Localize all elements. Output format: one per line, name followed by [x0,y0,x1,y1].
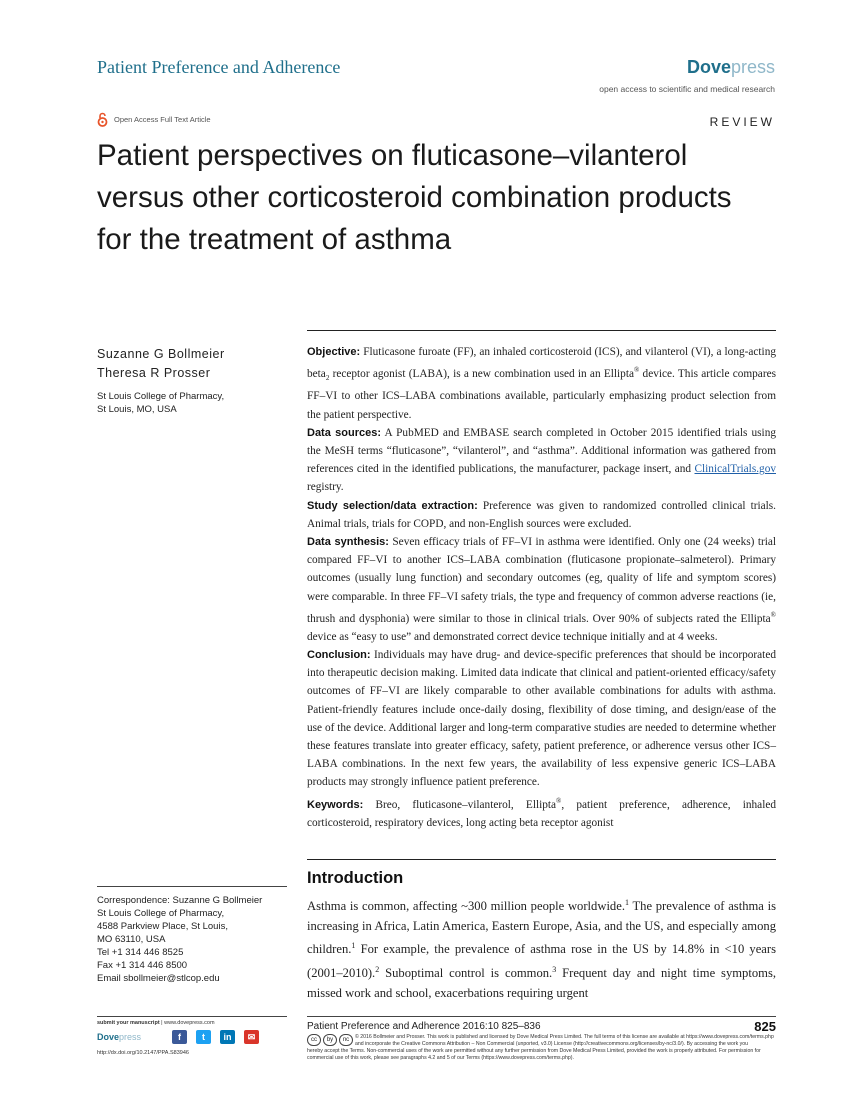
article-title [97,135,787,261]
journal-citation: Patient Preference and Adherence 2016:10 825–836 [307,1021,541,1032]
reference-marker[interactable]: 2 [375,964,380,974]
page-number: 825 [754,1019,776,1034]
section-heading-introduction: Introduction [307,869,404,887]
conclusion-label: Conclusion: [307,649,371,662]
reference-marker[interactable]: 1 [351,941,356,951]
correspondence-block [97,894,262,985]
brand-part2: press [730,57,775,77]
cc-nc-icon: nc [339,1034,353,1046]
title-line-3: for the treatment of asthma [97,223,452,256]
open-access-badge [97,112,211,127]
abstract-data-synthesis [307,533,776,646]
objective-text: Fluticasone furoate (FF), an inhaled corticosteroid (ICS), and vilanterol (VI), a long-acting beta [307,346,776,380]
social-links [172,1030,259,1044]
footer-dovepress-logo[interactable] [97,1032,141,1042]
data-sources-text: registry. [307,481,344,494]
journal-title: Patient Preference and Adherence [97,57,341,77]
reference-marker[interactable]: 3 [552,964,557,974]
registered-mark: ® [633,366,640,375]
keywords-text: , patient preference, adherence, inhaled corticosteroid, respiratory devices, long acting beta receptor agonist [307,798,776,829]
open-access-label: Open Access Full Text Article [114,115,211,124]
intro-text: The prevalence of asthma is increasing in Africa, Latin America, Eastern Europe, Asia, and the US, and especially among children. [307,899,776,957]
correspondence-line: Fax +1 314 446 8500 [97,960,188,971]
correspondence-line: 4588 Parkview Place, St Louis, [97,921,228,932]
intro-text: Asthma is common, affecting ~300 million people worldwide. [307,899,625,914]
license-text: © 2016 Bollmeier and Prosser. This work is published and licensed by Dove Medical Press Limited. The full terms of this license are available at https://www.dovepress.com/terms.php and incorporate the Creative Commons Attribution – Non Commercial (unported, v3.0) License (http://creativecommons.org/licenses/by-nc/3.0/). By accessing the work you [355,1034,774,1047]
affiliation [97,390,224,416]
abstract-keywords [307,792,776,832]
study-selection-text: Preference was given to randomized controlled clinical trials. Animal trials, trials for COPD, and non-English sources were excluded. [307,499,777,530]
brand-tagline: open access to scientific and medical research [599,84,775,94]
objective-text: device. This article compares FF–VI to other ICS–LABA combinations available, particularly emphasizing product selection from the patient perspective. [307,367,776,421]
author-list [97,345,225,383]
submit-manuscript-link[interactable] [97,1020,215,1026]
footer-rule-left [97,1016,287,1017]
facebook-icon[interactable]: f [172,1030,187,1044]
keywords-label: Keywords: [307,798,364,811]
author-name: Suzanne G Bollmeier [97,347,225,361]
introduction-paragraph [307,893,776,1003]
abstract-conclusion [307,646,776,792]
abstract-study-selection [307,497,776,533]
linkedin-icon[interactable]: in [220,1030,235,1044]
clinicaltrials-link[interactable]: ClinicalTrials.gov [694,463,776,476]
data-sources-label: Data sources: [307,426,382,439]
abstract [307,343,776,832]
email-icon[interactable]: ✉ [244,1030,259,1044]
intro-text: Frequent day and night time symptoms, missed work and school, exacerbations requiring urgent [307,966,776,1000]
brand-part2: press [119,1032,142,1042]
abstract-top-rule [307,330,776,331]
abstract-objective [307,343,776,424]
registered-mark: ® [770,610,776,619]
correspondence-line: St Louis College of Pharmacy, [97,908,225,919]
abstract-data-sources [307,424,776,497]
article-type: REVIEW [709,115,775,129]
subscript: 2 [325,374,330,383]
correspondence-rule [97,886,287,887]
correspondence-line: Correspondence: Suzanne G Bollmeier [97,895,263,906]
registered-mark: ® [556,796,562,805]
data-synthesis-text: device as “easy to use” and demonstrated correct device technique initially and at 4 weeks. [307,630,718,643]
brand-part1: Dove [97,1032,120,1042]
conclusion-text: Individuals may have drug- and device-specific preferences that should be incorporated into therapeutic decision making. Limited data indicate that clinical and patient-oriented efficacy/safety outcomes of FF–VI are likely comparable to other available combinations for adults with asthma. Patient-friendly features include once-daily dosing, flexibility of dose timing, and design/ease of the use of the device. Additional larger and long-term comparative studies are needed to determine whether these features translate into greater efficacy, safety, patient preference, or adherence versus other ICS–LABA combinations. In the next few years, the availability of less expensive generic ICS–LABA products may strongly influence patient preference. [307,649,776,789]
correspondence-email[interactable]: Email sbollmeier@stlcop.edu [97,973,220,984]
submit-label: submit your manuscript [97,1020,160,1026]
correspondence-line: Tel +1 314 446 8525 [97,947,184,958]
intro-text: For example, the prevalence of asthma rose in the US by 14.8% in <10 years (2001–2010). [307,942,776,981]
correspondence-line: MO 63110, USA [97,934,166,945]
title-line-1: Patient perspectives on fluticasone–vilanterol [97,139,688,172]
data-synthesis-text: Seven efficacy trials of FF–VI in asthma were identified. Only one (24 weeks) trial compared FF–VI to another ICS–LABA combination (fluticasone propionate–salmeterol). Primary outcomes (usually lung function) and secondary outcomes (eg, quality of life and symptom scores) were comparable. In three FF–VI safety trials, the type and frequency of common adverse reactions (ie, thrush and dysphonia) were similar to those in clinical trials. Over 90% of subjects rated the Ellipta [307,536,777,625]
creative-commons-icons[interactable] [307,1034,353,1046]
affiliation-line: St Louis College of Pharmacy, [97,391,225,402]
dovepress-logo[interactable] [687,57,775,78]
open-access-lock-icon [97,112,108,127]
keywords-text: Breo, fluticasone–vilanterol, Ellipta [375,798,557,811]
intro-text: Suboptimal control is common. [379,966,553,981]
license-text-continued: hereby accept the Terms. Non-commercial uses of the work are permitted without any further permission from Dove Medical Press Limited, provided the work is properly attributed. For permission for commercial use of this work, please see paragraphs 4.2 and 5 of our Terms (https://www.dovepress.com/terms.php). [307,1048,761,1061]
abstract-bottom-rule [307,859,776,860]
affiliation-line: St Louis, MO, USA [97,404,177,415]
author-name: Theresa R Prosser [97,366,211,380]
title-line-2: versus other corticosteroid combination products [97,181,732,214]
doi-link[interactable]: http://dx.doi.org/10.2147/PPA.S83946 [97,1050,189,1056]
objective-label: Objective: [307,346,361,358]
footer-rule-right [307,1016,776,1017]
submit-url: | www.dovepress.com [159,1020,215,1026]
objective-text: receptor agonist (LABA), is a new combination used in an Ellipta [329,367,634,380]
reference-marker[interactable]: 1 [624,898,629,907]
data-synthesis-label: Data synthesis: [307,536,389,549]
brand-part1: Dove [686,57,731,77]
cc-by-icon: by [323,1034,337,1046]
cc-icon: cc [307,1034,321,1046]
data-sources-text: A PubMED and EMBASE search completed in October 2015 identified trials using the MeSH terms “fluticasone”, “vilanterol”, and “asthma”. Additional information was gathered from references cited in the identified publications, the manufacturer, package insert, and [307,426,776,476]
twitter-icon[interactable]: t [196,1030,211,1044]
study-selection-label: Study selection/data extraction: [307,499,478,512]
